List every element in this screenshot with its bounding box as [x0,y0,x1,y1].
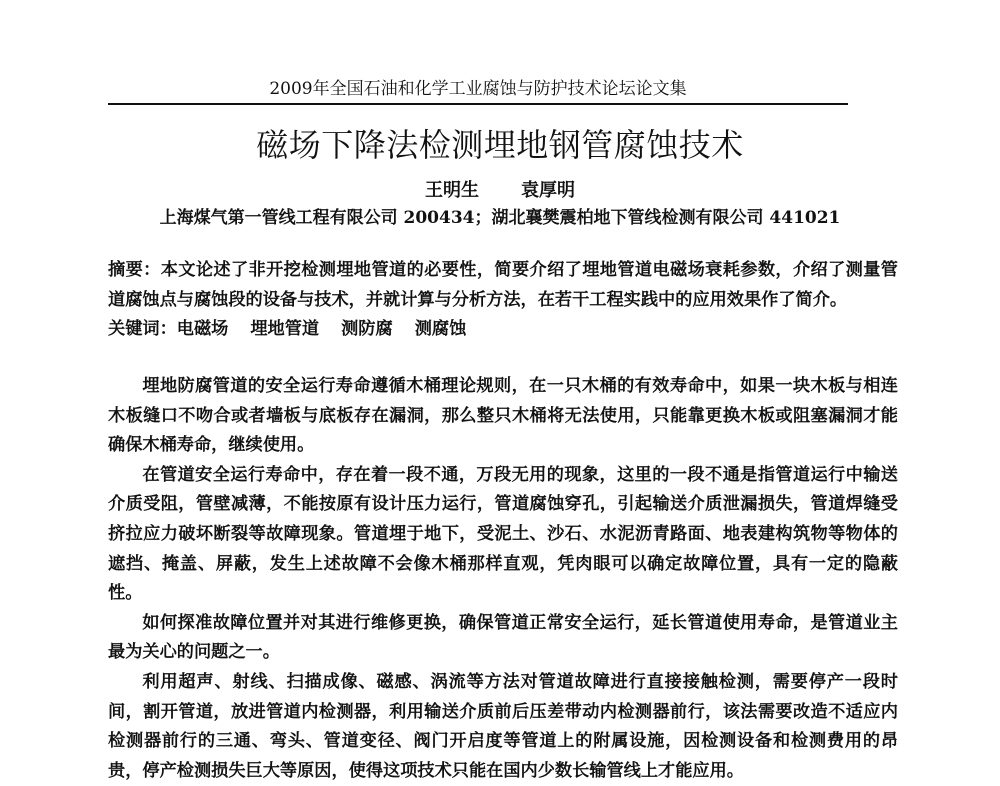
header-rule [108,103,848,105]
body-paragraph: 在管道安全运行寿命中，存在着一段不通，万段无用的现象，这里的一段不通是指管道运行中输送介质受阻，管壁减薄，不能按原有设计压力运行，管道腐蚀穿孔，引起输送介质泄漏损失，管道焊缝受挤拉应力破坏断裂等故障现象。管道埋于地下，受泥土、沙石、水泥沥青路面、地表建构筑物等物体的遮挡、掩盖、屏蔽，发生上述故障不会像木桶那样直观，凭肉眼可以确定故障位置，具有一定的隐蔽性。 [108,464,898,604]
body-text [108,372,898,786]
paper-title: 磁场下降法检测埋地钢管腐蚀技术 [256,126,744,164]
authors [0,176,1000,202]
abstract-label: 摘要： [108,260,161,280]
abstract-text: 本文论述了非开挖检测埋地管道的必要性，简要介绍了埋地管道电磁场衰耗参数，介绍了测量管道腐蚀点与腐蚀段的设备与技术，并就计算与分析方法，在若干工程实践中的应用效果作了简介。 [108,260,898,310]
affiliation: 上海煤气第一管线工程有限公司 200434；湖北襄樊震柏地下管线检测有限公司 441021 [159,208,841,228]
abstract [108,255,898,315]
body-paragraph: 埋地防腐管道的安全运行寿命遵循木桶理论规则，在一只木桶的有效寿命中，如果一块木板与相连木板缝口不吻合或者墙板与底板存在漏洞，那么整只木桶将无法使用，只能靠更换木板或阻塞漏洞才能确保木桶寿命，继续使用。 [108,376,898,456]
body-paragraph: 利用超声、射线、扫描成像、磁感、涡流等方法对管道故障进行直接接触检测，需要停产一段时间，割开管道，放进管道内检测器，利用输送介质前后压差带动内检测器前行，该法需要改造不适应内检测器前行的三通、弯头、管道变径、阀门开启度等管道上的附属设施，因检测设备和检测费用的昂贵，停产检测损失巨大等原因，使得这项技术只能在国内少数长输管线上才能应用。 [108,671,898,781]
keyword: 电磁场 [176,319,229,339]
author-name: 王明生 [425,180,479,201]
running-header: 2009年全国石油和化学工业腐蚀与防护技术论坛论文集 [269,79,687,99]
keyword: 测腐蚀 [414,319,467,339]
keywords [108,314,898,344]
keyword: 测防腐 [341,319,393,339]
body-paragraph: 如何探准故障位置并对其进行维修更换，确保管道正常安全运行，延长管道使用寿命，是管道业主最为关心的问题之一。 [108,612,898,663]
author-name: 袁厚明 [521,180,575,201]
keyword: 埋地管道 [250,319,320,339]
keywords-label: 关键词： [108,319,177,339]
